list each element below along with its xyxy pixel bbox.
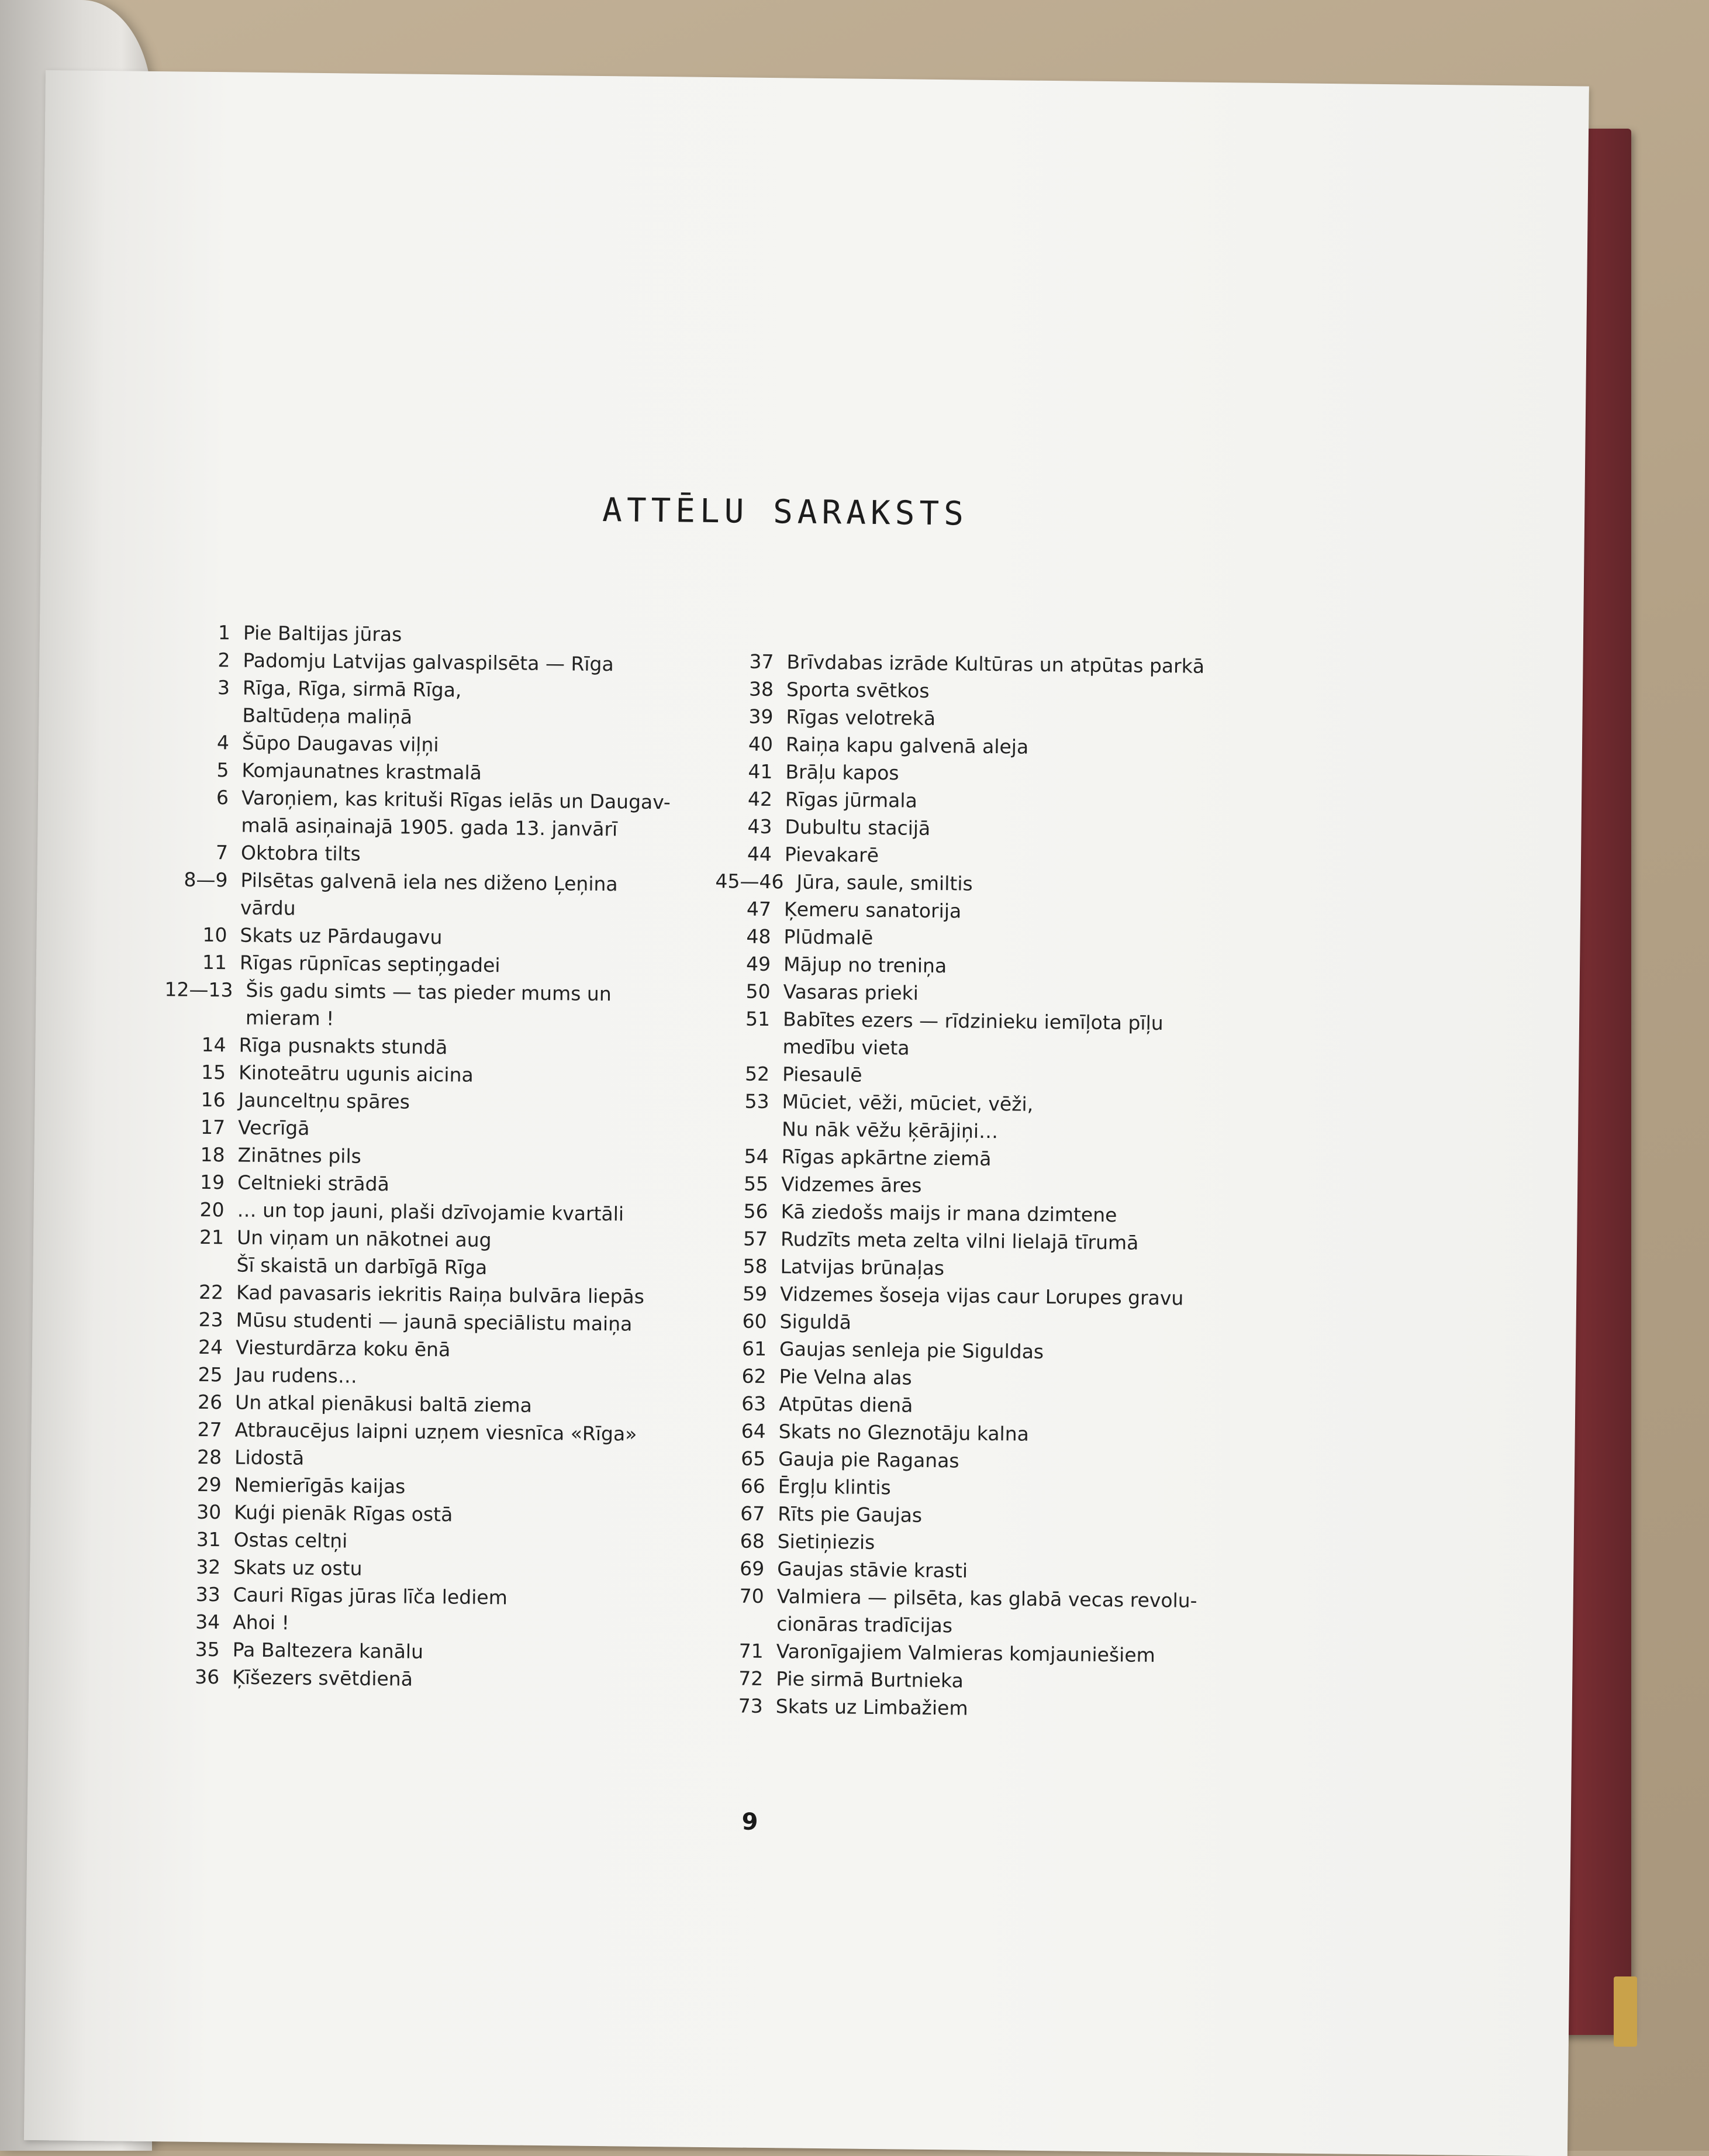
toc-entry-number: 60 [742,1309,767,1333]
toc-entry-title: Mūciet, vēži, mūciet, vēži, Nu nāk vēžu ķērājiņi… [781,1090,1034,1143]
toc-entry-title: Vidzemes āres [781,1172,922,1197]
toc-entry-title: Cauri Rīgas jūras līča lediem [233,1583,508,1609]
toc-entry-title: Ķemeru sanatorija [783,898,962,923]
toc-entry-title: Mājup no treniņa [783,953,947,978]
toc-entry-number: 10 [202,923,227,947]
toc-entry-title: Skats uz ostu [233,1555,362,1580]
toc-entry-title: Pa Baltezera kanālu [232,1638,424,1663]
toc-entry-title: Varoņiem, kas krituši Rīgas ielās un Daugav- malā asiņainajā 1905. gada 13. janvārī [241,786,671,841]
toc-entry-title: Brīvdabas izrāde Kultūras un atpūtas parkā [786,650,1205,678]
toc-entry-number: 70 [739,1584,764,1608]
toc-entry-number: 31 [196,1527,221,1551]
toc-entry-title: Vidzemes šoseja vijas caur Lorupes gravu [779,1282,1184,1310]
toc-entry-number: 36 [195,1665,220,1689]
toc-entry-number: 47 [746,897,772,921]
toc-entry-title: Brāļu kapos [785,760,899,785]
toc-entry-number: 72 [738,1667,764,1691]
toc-entry-number: 3 [217,676,230,699]
toc-entry-title: Pievakarē [784,843,879,867]
toc-entry-title: Kad pavasaris iekritis Raiņa bulvāra liepās [236,1281,645,1308]
toc-entry-number: 56 [743,1199,768,1223]
toc-entry-title: Jūra, saule, smiltis [796,870,973,895]
toc-entry [713,1087,1298,1148]
toc-entry-title: Atbraucējus laipni uzņem viesnīca «Rīga» [234,1418,637,1446]
toc-entry-title: Mūsu studenti — jaunā speciālistu maiņa [236,1308,633,1336]
toc-entry-title: Lidostā [234,1446,305,1469]
toc-entry-title: Rīga pusnakts stundā [239,1033,448,1059]
page-title: ATTĒLU SARAKSTS [602,491,969,533]
toc-entry-number: 58 [743,1254,768,1278]
toc-entry-number: 25 [198,1362,223,1386]
toc-entry-title: Padomju Latvijas galvaspilsēta — Rīga [243,648,614,676]
toc-entry-title: Oktobra tilts [240,841,361,865]
book-cover-corner [1614,1976,1637,2047]
toc-entry-title: Celtnieki strādā [237,1171,389,1196]
toc-entry-title: Varonīgajiem Valmieras komjauniešiem [776,1640,1155,1667]
toc-entry-title: Zinātnes pils [237,1143,362,1168]
toc-entry-title: Pie sirmā Burtnieka [776,1667,964,1692]
toc-entry-title: Nemierīgās kaijas [234,1473,406,1498]
toc-entry [707,1692,1292,1725]
toc-entry-number: 33 [195,1582,220,1606]
toc-entry [707,1582,1293,1643]
toc-entry-number: 52 [744,1062,770,1086]
toc-entry-title: Babītes ezers — rīdzinieku iemīļota pīļu medību vieta [782,1008,1163,1060]
toc-entry-title: Un viņam un nākotnei aug Šī skaistā un darbīgā Rīga [236,1226,492,1279]
toc-entry-title: Siguldā [779,1310,852,1334]
toc-entry-number: 67 [740,1502,765,1526]
toc-entry-number: 71 [738,1639,764,1663]
toc-entry-title: Rīgas rūpnīcas septiņgadei [239,951,500,977]
toc-entry-title: Ostas celtņi [233,1528,348,1553]
toc-entry-number: 8—9 [184,868,228,892]
toc-entry-number: 11 [202,950,227,974]
toc-entry-number: 48 [746,925,771,948]
toc-entry-number: 4 [216,731,230,754]
toc-entry-title: Un atkal pienākusi baltā ziema [234,1391,533,1417]
toc-entry-title: Skats no Gleznotāju kalna [778,1420,1030,1446]
toc-entry-title: Kinoteātru ugunis aicina [238,1061,474,1086]
toc-entry-number: 65 [741,1447,766,1471]
toc-entry-number: 1 [217,621,231,644]
toc-entry-title: Latvijas brūnaļas [780,1255,945,1280]
toc-entry-title: Ķīšezers svētdienā [232,1665,413,1691]
toc-entry-number: 45—46 [715,870,784,894]
toc-entry-number: 62 [741,1364,767,1388]
toc-entry-number: 44 [747,842,772,866]
toc-entry-number: 55 [743,1172,769,1196]
toc-entry-title: Rīgas jūrmala [785,788,917,812]
toc-entry-title: Gaujas senleja pie Siguldas [779,1337,1044,1363]
toc-entry [713,1005,1299,1065]
toc-entry-number: 32 [196,1555,221,1579]
toc-entry-title: Rīgas velotrekā [786,705,936,730]
toc-entry-number: 7 [215,841,229,864]
page-number: 9 [741,1808,758,1836]
toc-entry-title: Gaujas stāvie krasti [777,1557,968,1582]
toc-entry-number: 17 [200,1115,226,1139]
toc-entry-title: Jaunceltņu spāres [238,1088,410,1113]
toc-entry-number: 63 [741,1392,767,1416]
toc-entry-title: Valmiera — pilsēta, kas glabā vecas revolu- cionāras tradīcijas [776,1585,1197,1637]
toc-entry-title: Pilsētas galvenā iela nes diženo Ļeņina vārdu [240,868,618,920]
toc-entry-number: 69 [740,1557,765,1581]
toc-entry-title: Raiņa kapu galvenā aleja [785,733,1029,758]
toc-entry-title: Rīgas apkārtne ziemā [781,1145,992,1171]
toc-entry-number: 6 [216,786,229,809]
toc-entry-title: Ahoi ! [233,1610,290,1634]
toc-entry-number: 35 [195,1637,220,1661]
toc-entry-title: Rīts pie Gaujas [778,1502,923,1527]
toc-entry-number: 66 [740,1474,765,1498]
toc-entry-number: 26 [197,1390,223,1414]
toc-entry-title: Pie Velna alas [779,1365,912,1389]
toc-entry-number: 37 [749,650,774,674]
toc-entry-title: Skats uz Pārdaugavu [240,923,443,949]
toc-entry-number: 5 [216,758,229,782]
toc-entry-title: Ērgļu klintis [778,1475,891,1499]
toc-entry-title: Šūpo Daugavas viļņi [241,731,439,757]
toc-entry-number: 53 [744,1089,769,1113]
toc-entry-number: 61 [741,1337,767,1361]
toc-entry-title: Skats uz Limbažiem [775,1695,968,1720]
toc-entry-number: 41 [748,760,773,784]
toc-entry-title: Atpūtas dienā [778,1392,913,1417]
toc-entry-title: Rudzīts meta zelta vilni lielajā tīrumā [780,1227,1139,1254]
toc-entry-number: 38 [748,677,774,701]
toc-entry-title: Gauja pie Raganas [778,1447,959,1472]
toc-entry-number: 18 [200,1143,225,1167]
toc-entry-title: Vecrīgā [237,1116,310,1140]
toc-entry-number: 16 [201,1088,226,1112]
toc-entry-number: 29 [196,1472,222,1496]
toc-entry-title: Kuģi pienāk Rīgas ostā [233,1500,453,1526]
toc-entry-number: 64 [741,1419,766,1443]
toc-entry-number: 22 [198,1280,224,1304]
toc-entry-title: Pie Baltijas jūras [243,621,402,646]
toc-entry-number: 40 [748,732,774,756]
toc-entry-number: 50 [745,979,771,1003]
toc-entry-number: 49 [745,952,771,976]
toc-entry-title: Piesaulē [782,1063,862,1086]
toc-entry-number: 30 [196,1500,222,1524]
toc-entry-number: 23 [198,1308,223,1331]
toc-entry-number: 51 [745,1007,771,1031]
toc-entry-title: Jau rudens… [235,1363,358,1388]
toc-entry-number: 15 [201,1060,226,1084]
toc-entry-title: Viesturdārza koku ēnā [235,1336,451,1361]
toc-entry-title: … un top jauni, plaši dzīvojamie kvartāli [237,1198,624,1226]
toc-entry-title: Plūdmalē [783,925,874,949]
toc-entry-number: 28 [196,1445,222,1469]
toc-entry-number: 14 [201,1033,226,1057]
toc-entry-title: Kā ziedošs maijs ir mana dzimtene [781,1200,1117,1227]
toc-entry-title: Dubultu stacijā [785,815,931,840]
toc-entry-number: 39 [748,705,774,729]
toc-entry-number: 21 [199,1225,225,1249]
toc-entry-number: 68 [740,1529,765,1553]
toc-entry-title: Komjaunatnes krastmalā [241,758,482,784]
toc-entry-number: 24 [198,1335,223,1359]
toc-entry-title: Šis gadu simts — tas pieder mums un mieram ! [245,978,612,1030]
toc-entry-number: 73 [738,1694,763,1717]
toc-entry-title: Vasaras prieki [783,980,919,1005]
book-page [24,70,1589,2156]
toc-entry-number: 27 [197,1417,222,1441]
toc-entry-number: 54 [744,1144,769,1168]
toc-entry-number: 19 [199,1170,225,1194]
toc-entry-number: 12—13 [164,978,233,1002]
toc-entry-number: 59 [742,1282,768,1306]
toc-entry-number: 43 [747,815,772,839]
toc-entry-number: 57 [743,1227,768,1251]
toc-right-column [707,647,1303,1725]
toc-entry-title: Sporta svētkos [786,678,930,702]
toc-entry-number: 42 [747,787,773,811]
toc-entry-number: 2 [217,648,230,672]
toc-entry-number: 20 [199,1198,225,1222]
toc-entry-number: 34 [195,1610,220,1634]
toc-entry-title: Rīga, Rīga, sirmā Rīga, Baltūdeņa maliņā [242,676,462,729]
toc-entry-title: Sietiņiezis [777,1530,875,1554]
